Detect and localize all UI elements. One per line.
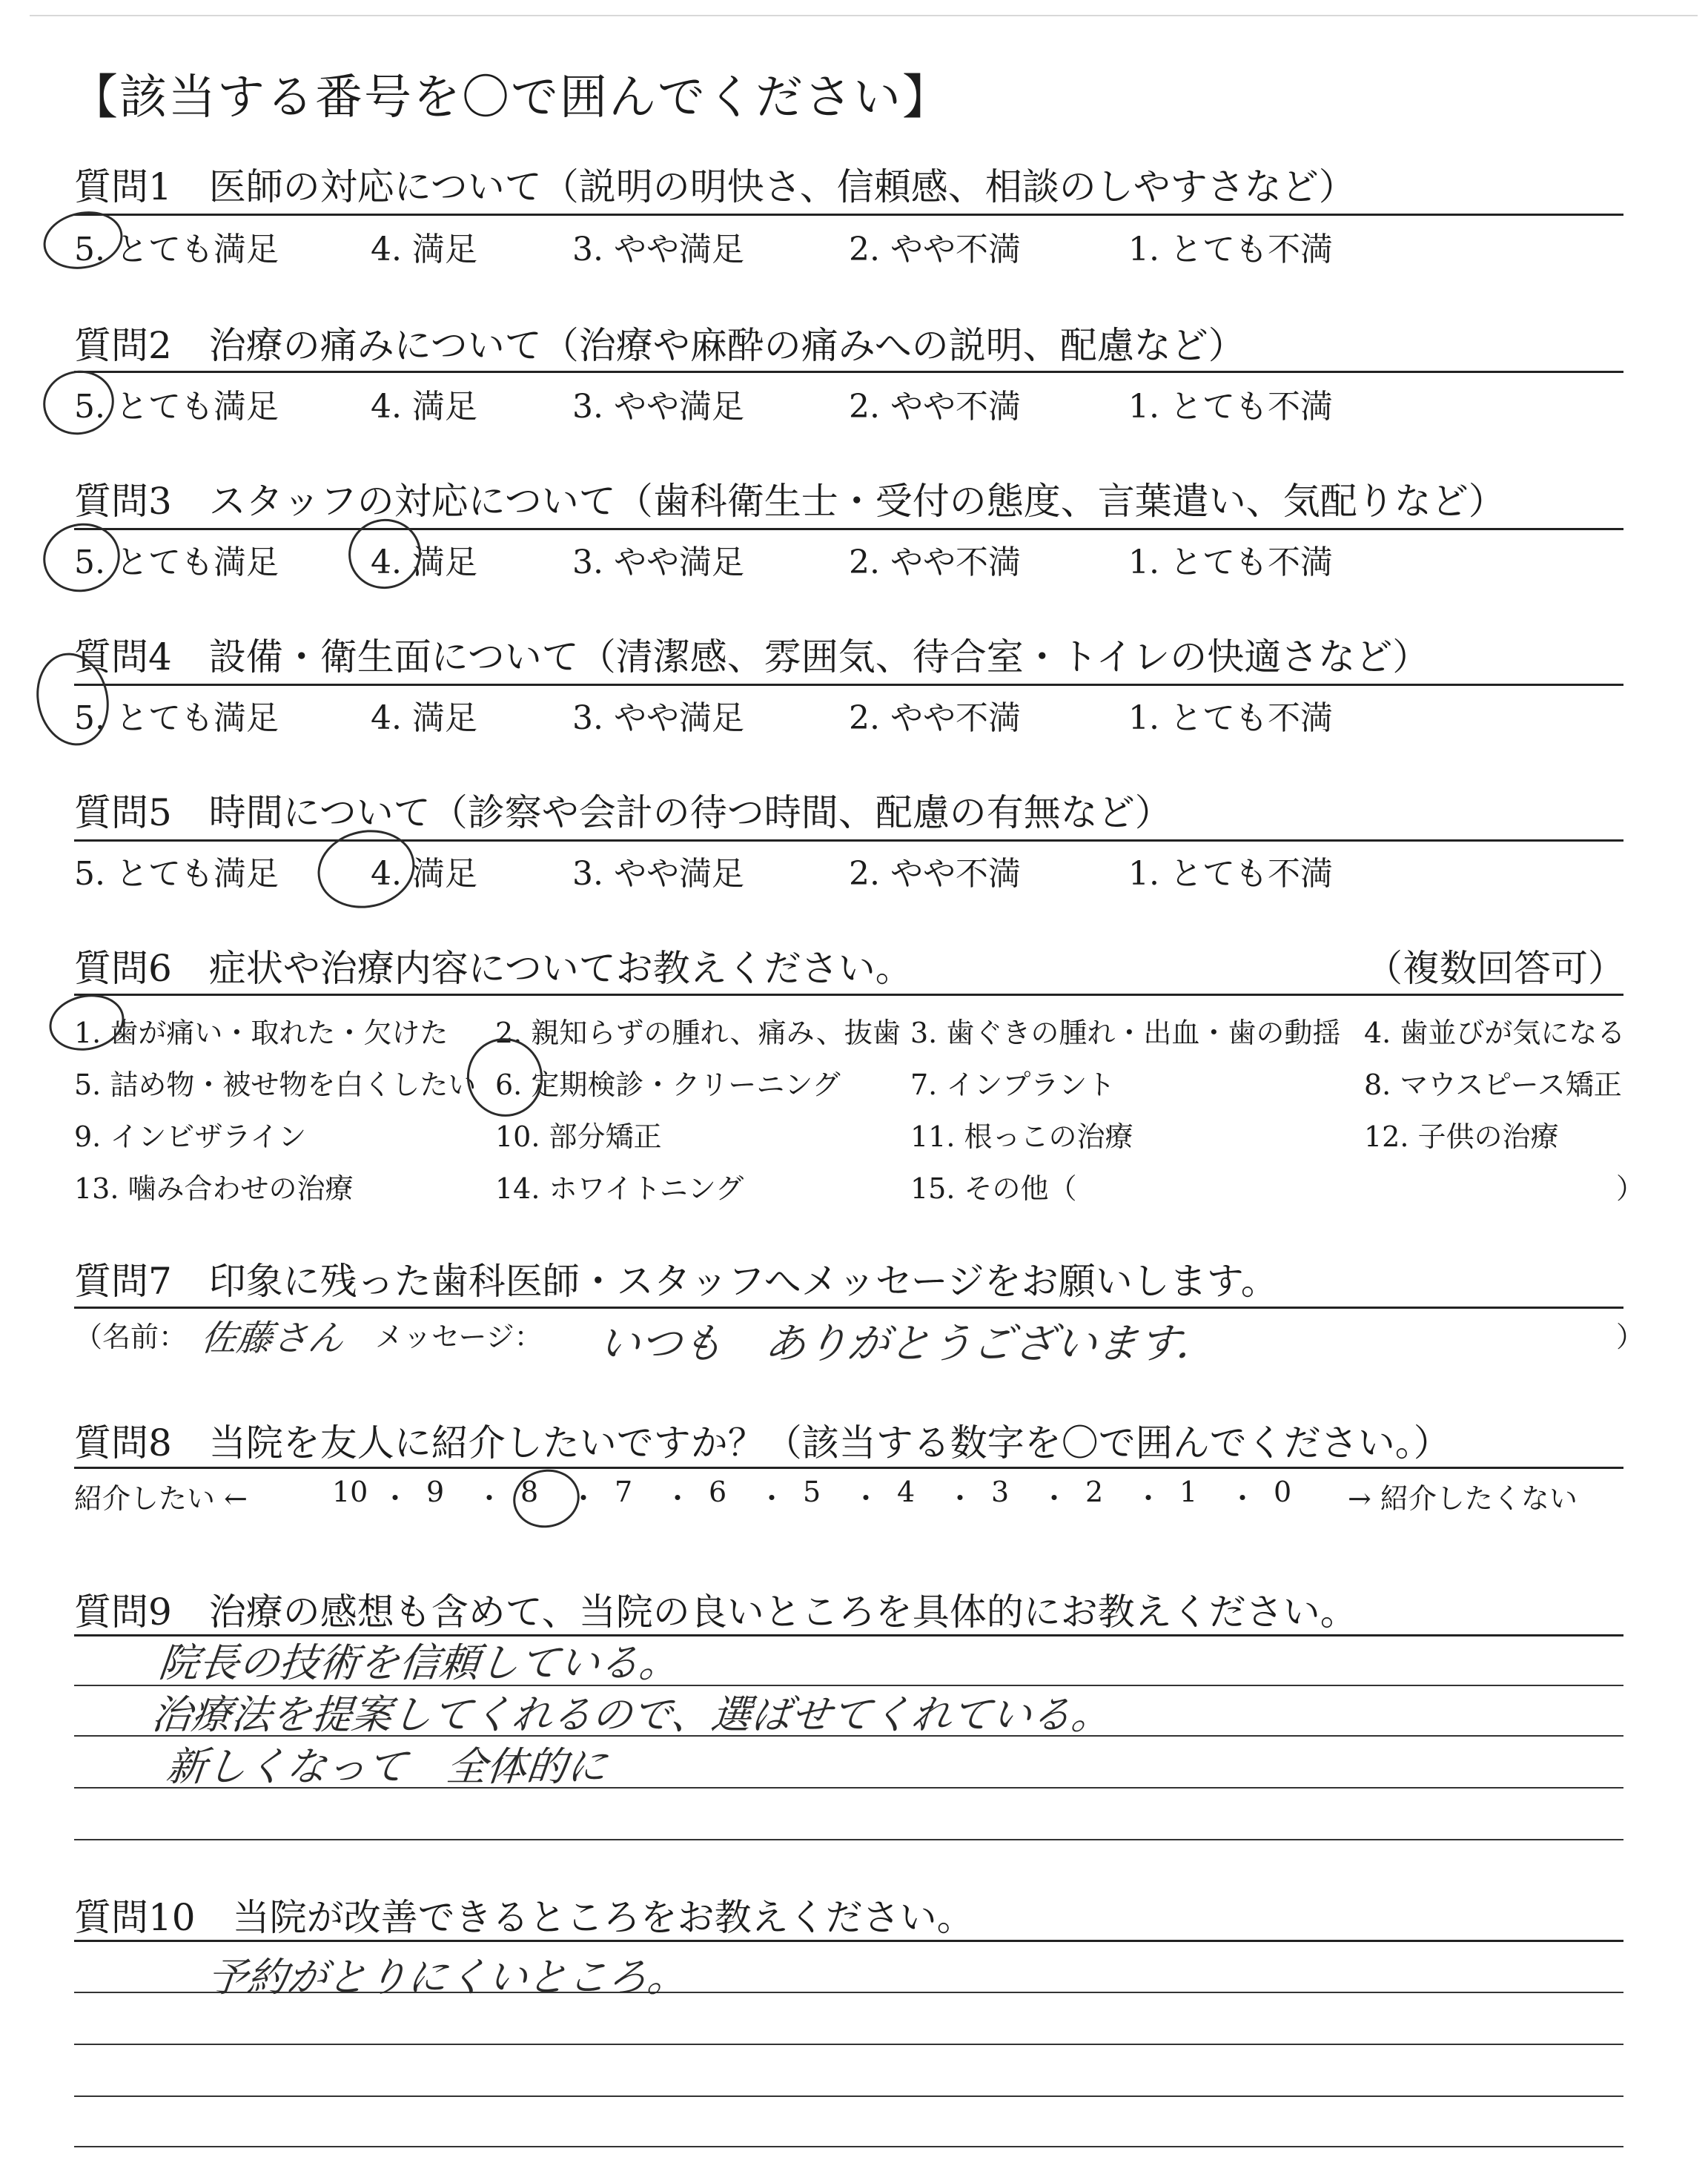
question-5-title: 質問5 時間について（診察や会計の待つ時間、配慮の有無など） <box>74 791 1172 834</box>
q6-item-4[interactable]: 4. 歯並びが気になる <box>1364 1017 1626 1049</box>
q5-option-1[interactable]: 1. とても不満 <box>1128 855 1333 893</box>
q1-option-3[interactable]: 3. やや満足 <box>572 231 744 268</box>
q6-item-13[interactable]: 13. 噛み合わせの治療 <box>74 1172 354 1205</box>
page-top-edge <box>30 15 1698 16</box>
question-5-rule <box>74 839 1623 842</box>
q8-scale-value-10[interactable]: 10 <box>332 1476 368 1508</box>
question-2-rule <box>74 371 1623 373</box>
q6-item-2[interactable]: 2. 親知らずの腫れ、痛み、抜歯 <box>495 1017 901 1049</box>
q8-left-label: 紹介したい ← <box>74 1482 248 1515</box>
question-6-title: 質問6 症状や治療内容についてお教えください。 <box>74 947 913 990</box>
q6-item-1[interactable]: 1. 歯が痛い・取れた・欠けた <box>74 1017 448 1049</box>
q3-option-5[interactable]: 5. とても満足 <box>74 544 279 581</box>
q4-option-5[interactable]: 5. とても満足 <box>74 699 279 737</box>
q7-name-value[interactable]: 佐藤さん <box>199 1318 346 1359</box>
q6-item-5[interactable]: 5. 詰め物・被せ物を白くしたい <box>74 1069 477 1101</box>
q8-scale-separator: ・ <box>946 1482 975 1515</box>
question-4-title: 質問4 設備・衛生面について（清潔感、雰囲気、待合室・トイレの快適さなど） <box>74 635 1430 678</box>
q8-scale-value-6[interactable]: 6 <box>709 1476 727 1508</box>
q5-option-3[interactable]: 3. やや満足 <box>572 855 744 893</box>
q8-scale-separator: ・ <box>663 1482 692 1515</box>
q2-option-3[interactable]: 3. やや満足 <box>572 388 744 426</box>
q8-scale-value-4[interactable]: 4 <box>897 1476 916 1508</box>
q8-scale-separator: ・ <box>475 1482 504 1515</box>
question-4-rule <box>74 684 1623 686</box>
q6-item-15-close-paren: ） <box>1616 1172 1645 1205</box>
q2-option-4[interactable]: 4. 満足 <box>371 388 477 426</box>
q6-item-6[interactable]: 6. 定期検診・クリーニング <box>495 1069 841 1101</box>
question-6-rule <box>74 994 1623 996</box>
q5-option-4[interactable]: 4. 満足 <box>371 855 477 893</box>
q8-scale-separator: ・ <box>758 1482 787 1515</box>
q5-option-2[interactable]: 2. やや不満 <box>849 855 1021 893</box>
q8-right-label: → 紹介したくない <box>1348 1482 1578 1515</box>
question-8-title: 質問8 当院を友人に紹介したいですか？（該当する数字を〇で囲んでください。） <box>74 1421 1451 1464</box>
q8-scale-value-1[interactable]: 1 <box>1179 1476 1198 1508</box>
q10-writing-line-2 <box>74 2044 1623 2045</box>
question-1-title: 質問1 医師の対応について（説明の明快さ、信頼感、相談のしやすさなど） <box>74 165 1356 208</box>
q10-writing-line-4 <box>74 2146 1623 2147</box>
q6-item-3[interactable]: 3. 歯ぐきの腫れ・出血・歯の動揺 <box>910 1017 1341 1049</box>
q8-scale-value-7[interactable]: 7 <box>615 1476 633 1508</box>
q8-selection-circle <box>508 1463 585 1533</box>
question-10-title: 質問10 当院が改善できるところをお教えください。 <box>74 1896 974 1939</box>
q4-option-2[interactable]: 2. やや不満 <box>849 699 1021 737</box>
q2-selection-circle <box>37 364 120 441</box>
q1-option-2[interactable]: 2. やや不満 <box>849 231 1021 268</box>
q1-option-5[interactable]: 5. とても満足 <box>74 231 279 268</box>
q1-option-1[interactable]: 1. とても不満 <box>1128 231 1333 268</box>
q9-answer-line-1[interactable]: 院長の技術を信頼している。 <box>156 1639 682 1686</box>
q8-scale-value-8[interactable]: 8 <box>520 1476 539 1508</box>
q8-scale-separator: ・ <box>381 1482 410 1515</box>
q6-item-8[interactable]: 8. マウスピース矯正 <box>1364 1069 1622 1101</box>
page-title: 【該当する番号を〇で囲んでください】 <box>70 70 951 125</box>
q7-close-paren: ） <box>1616 1321 1645 1353</box>
q6-item-12[interactable]: 12. 子供の治療 <box>1364 1120 1559 1153</box>
q8-scale-value-2[interactable]: 2 <box>1085 1476 1104 1508</box>
question-3-rule <box>74 528 1623 530</box>
q8-scale-separator: ・ <box>852 1482 881 1515</box>
q7-name-label: （名前： <box>74 1321 188 1353</box>
question-10-rule <box>74 1940 1623 1942</box>
q9-writing-line-4 <box>74 1839 1623 1840</box>
question-8-rule <box>74 1467 1623 1469</box>
q4-option-3[interactable]: 3. やや満足 <box>572 699 744 737</box>
question-6-note: （複数回答可） <box>1366 947 1625 990</box>
question-7-title: 質問7 印象に残った歯科医師・スタッフへメッセージをお願いします。 <box>74 1260 1278 1303</box>
q3-option-2[interactable]: 2. やや不満 <box>849 544 1021 581</box>
q6-item-11[interactable]: 11. 根っこの治療 <box>910 1120 1133 1153</box>
q7-message-value[interactable]: いつも ありがとうございます． <box>596 1320 1221 1368</box>
question-9-title: 質問9 治療の感想も含めて、当院の良いところを具体的にお教えください。 <box>74 1591 1357 1634</box>
q8-scale-separator: ・ <box>1228 1482 1257 1515</box>
q9-answer-line-2[interactable]: 治療法を提案してくれるので、選ばせてくれている。 <box>149 1691 1114 1738</box>
q3-option-4[interactable]: 4. 満足 <box>371 544 477 581</box>
question-1-rule <box>74 214 1623 216</box>
q6-item-14[interactable]: 14. ホワイトニング <box>495 1172 744 1205</box>
q5-option-5[interactable]: 5. とても満足 <box>74 855 279 893</box>
q6-item-15[interactable]: 15. その他（ <box>910 1172 1077 1205</box>
q8-scale-value-3[interactable]: 3 <box>991 1476 1010 1508</box>
q10-writing-line-3 <box>74 2095 1623 2097</box>
q2-option-2[interactable]: 2. やや不満 <box>849 388 1021 426</box>
q9-answer-line-3[interactable]: 新しくなって 全体的に <box>164 1743 609 1790</box>
q8-scale-separator: ・ <box>1040 1482 1069 1515</box>
question-7-rule <box>74 1307 1623 1309</box>
q10-answer-line-1[interactable]: 予約がとりにくいところ。 <box>205 1954 690 2001</box>
q8-scale-value-9[interactable]: 9 <box>426 1476 445 1508</box>
q8-scale-value-5[interactable]: 5 <box>803 1476 821 1508</box>
q7-message-label: メッセージ： <box>375 1321 543 1353</box>
q6-item-9[interactable]: 9. インビザライン <box>74 1120 307 1153</box>
q3-option-1[interactable]: 1. とても不満 <box>1128 544 1333 581</box>
q2-option-5[interactable]: 5. とても満足 <box>74 388 279 426</box>
q6-item-10[interactable]: 10. 部分矯正 <box>495 1120 662 1153</box>
q8-scale-separator: ・ <box>1134 1482 1163 1515</box>
q8-scale-value-0[interactable]: 0 <box>1274 1476 1292 1508</box>
q8-scale-separator: ・ <box>569 1482 598 1515</box>
q1-option-4[interactable]: 4. 満足 <box>371 231 477 268</box>
q3-option-3[interactable]: 3. やや満足 <box>572 544 744 581</box>
q4-option-4[interactable]: 4. 満足 <box>371 699 477 737</box>
q6-item-7[interactable]: 7. インプラント <box>910 1069 1116 1101</box>
question-2-title: 質問2 治療の痛みについて（治療や麻酔の痛みへの説明、配慮など） <box>74 324 1245 367</box>
q2-option-1[interactable]: 1. とても不満 <box>1128 388 1333 426</box>
q4-option-1[interactable]: 1. とても不満 <box>1128 699 1333 737</box>
question-3-title: 質問3 スタッフの対応について（歯科衛生士・受付の態度、言葉遣い、気配りなど） <box>74 480 1506 523</box>
